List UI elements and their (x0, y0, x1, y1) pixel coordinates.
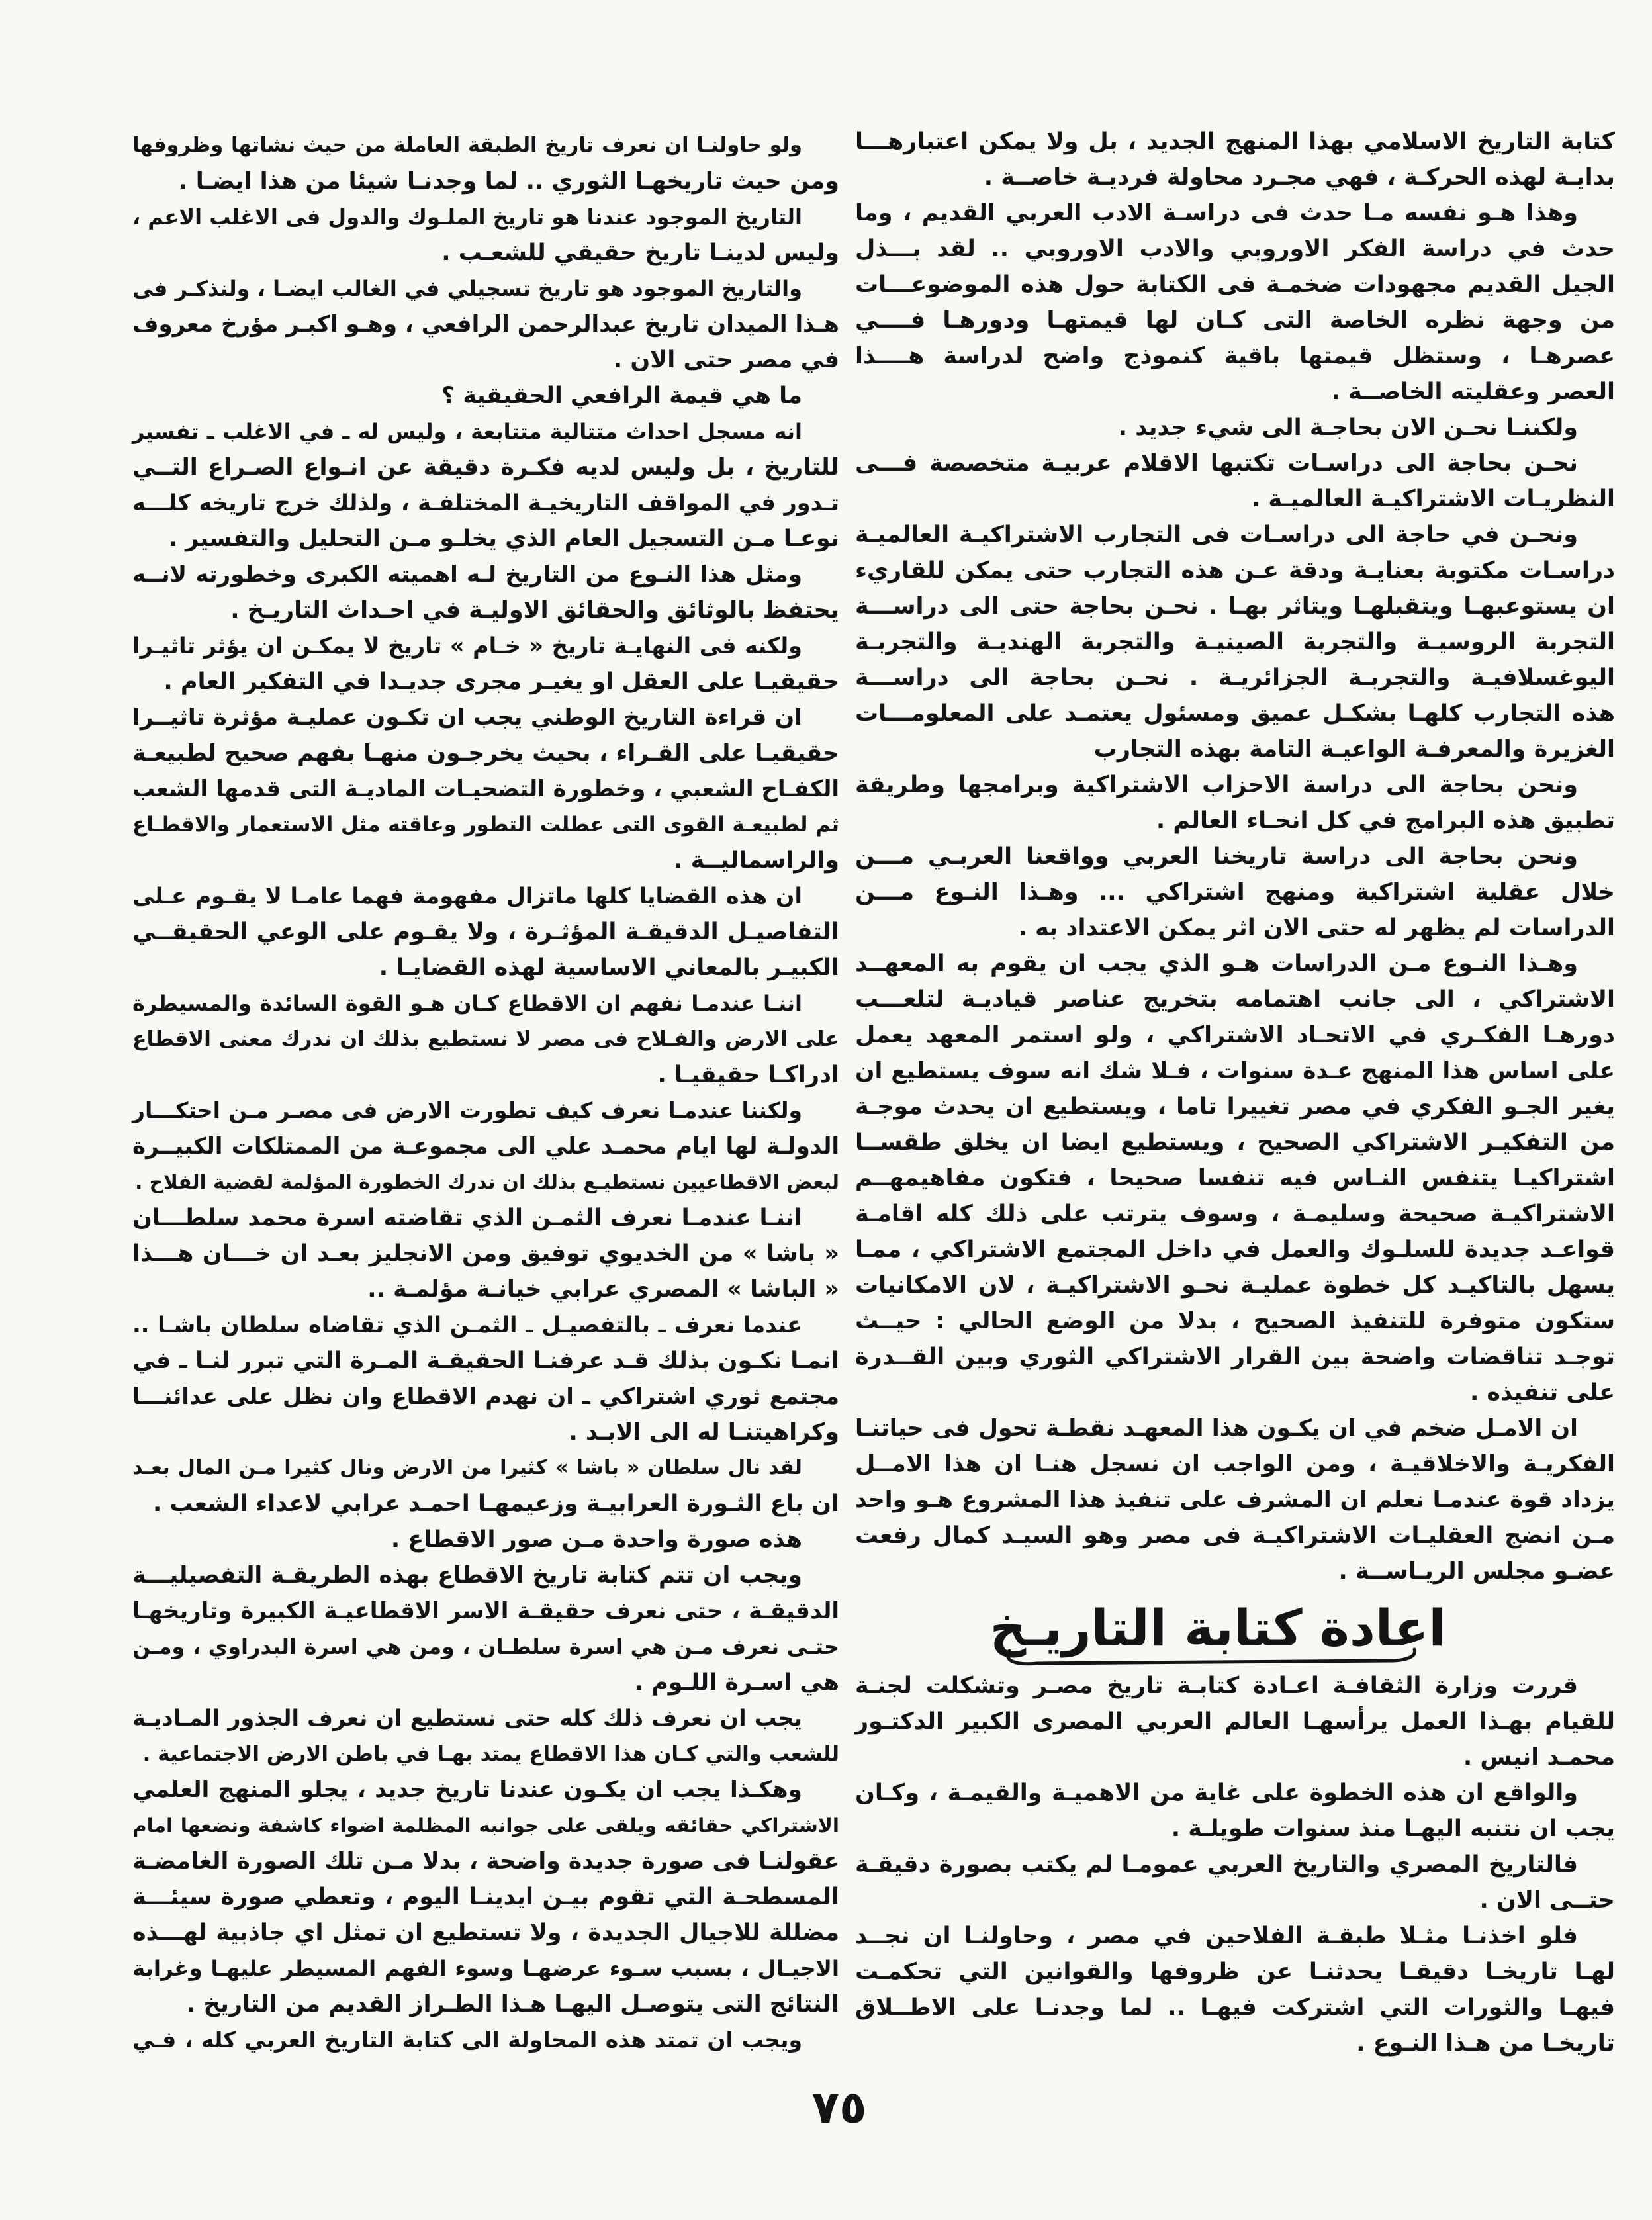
text-line: ان الامـل ضخم في ان يكـون هذا المعهـد نقطـة تحول فى حياتنـا (855, 1415, 1578, 1442)
paragraph (132, 271, 839, 378)
paragraph (855, 767, 1615, 839)
text-line: فلو اخذنـا مثـلا طبقـة الفلاحين في مصر ، وحاولنـا ان نجــد (855, 1923, 1578, 1949)
text-line: ثم لطبيعـة القوى التى عطلت التطور وعاقته مثل الاستعمار والاقطـاع (132, 813, 839, 837)
text-line: الدقيقـة ، حتى نعرف حقيقـة الاسر الاقطاعيـة الكبيرة وتاريخهـا (132, 1598, 839, 1624)
text-line: اننـا عندمـا نعرف الثمـن الذي تقاضته اسرة محمد سلطـــان (132, 1205, 802, 1231)
text-line: ويجب ان تمتد هذه المحاولة الى كتابة التاريخ العربي كله ، فـي (132, 2027, 802, 2053)
text-line: قواعـد جديدة للسلـوك والعمل في داخل المجتمع الاشتراكي ، ممـا (855, 1236, 1615, 1263)
text-line: ان يستوعبهـا ويتقبلهـا ويتاثر بهـا . نحـن بحاجة حتى الى دراســـة (855, 593, 1615, 620)
right-column-top (855, 124, 1615, 1589)
text-line: يحتفظ بالوثائق والحقائق الاوليـة في احـداث التاريـخ . (230, 597, 839, 624)
paragraph (855, 1775, 1615, 1847)
paragraph (855, 410, 1615, 445)
text-line: وكراهيتنـا له الى الابـد . (569, 1419, 839, 1446)
text-line: على اساس هذا المنهج عـدة سنوات ، فـلا شك انه سوف يستطيع ان (855, 1058, 1615, 1084)
text-line: لقد نال سلطان « باشا » كثيرا من الارض ونال كثيرا مـن المال بعـد (132, 1456, 802, 1479)
paragraph (132, 2022, 839, 2058)
text-line: ويجب ان تتم كتابة تاريخ الاقطاع بهذه الطريقـة التفصيليـــة (132, 1562, 802, 1589)
text-line: الفكريـة والاخلاقيـة ، ومن الواجب ان نسجل هنـا ان هذا الامــل (855, 1451, 1615, 1477)
text-line: عندما نعرف ـ بالتفصيـل ـ الثمـن الذي تقاضاه سلطان باشـا .. (132, 1312, 802, 1338)
paragraph (855, 1847, 1615, 1918)
text-line: الكبيـر بالمعاني الاساسية لهذه القضايـا . (379, 954, 839, 981)
text-line: التفاصيـل الدقيقـة المؤثـرة ، ولا يقـوم على الوعي الحقيقــي (132, 919, 839, 945)
text-line: التجربة الروسيـة والتجربة الصينيـة والتجربة الهنديـة والتجربـة (855, 629, 1615, 655)
paragraph (132, 700, 839, 878)
paragraph (132, 557, 839, 628)
text-line: للشعب والتي كـان هذا الاقطاع يمتد بهـا في باطن الارض الاجتماعية . (142, 1742, 839, 1766)
text-line: مـن انضج العقليـات الاشتراكيـة فى مصر وهو السيـد كمال رفعت (855, 1522, 1615, 1549)
text-line: ستكون متوفرة للتنفيذ الصحيح ، بدلا من الوضع الحالي : حيــث (855, 1308, 1615, 1334)
paragraph (132, 199, 839, 271)
text-line: ما هي قيمة الرافعي الحقيقية ؟ (441, 383, 802, 409)
text-line: التاريخ الموجود عندنا هو تاريخ الملـوك والدول فى الاغلب الاعم ، (132, 205, 802, 230)
text-line: تاريخـا من هـذا النـوع . (1356, 2030, 1615, 2057)
text-line: ومثل هذا النـوع من التاريخ لـه اهميته الكبرى وخطورته لانــه (132, 561, 802, 588)
text-line: يزداد قوة عندمـا نعلم ان المشرف على تنفيذ هذا المشروع هـو واحد (855, 1487, 1615, 1513)
text-line: حقيقيـا على العقل او يغيـر مجرى جديـدا في التفكير العام . (163, 669, 839, 695)
text-line: النتائج التى يتوصـل اليهـا هـذا الطـراز القديم من التاريخ . (187, 1991, 839, 2017)
text-line: نحـن بحاجة الى دراسـات تكتبها الاقلام عربيـة متخصصة فـــى (855, 450, 1578, 477)
paragraph (855, 1918, 1615, 2061)
text-line: اليوغسلافيـة والتجربـة الجزائريـة . نحـن بحاجة الى دراســـة (855, 665, 1615, 691)
text-line: عصرهـا ، وستظل قيمتها باقية كنموذج واضح لدراسة هــــذا (855, 343, 1615, 369)
text-line: يسهل بالتاكيـد كل خطوة عمليـة نحـو الاشتراكيـة ، لان الامكانيات (855, 1272, 1615, 1299)
left-column (132, 128, 839, 2058)
paragraph (855, 195, 1615, 410)
text-line: الاشتراكيـة صحيحة وسليمـة ، وسوف يترتب على ذلك كله اقامـة (855, 1201, 1615, 1227)
paragraph (132, 1522, 839, 1557)
paragraph (855, 839, 1615, 946)
text-line: خلال عقلية اشتراكية ومنهج اشتراكي ... وهـذا النـوع مـــن (855, 879, 1615, 905)
text-line: عضـو مجلس الريـاســة . (1338, 1558, 1615, 1585)
text-line: تـدور في المواقف التاريخيـة المختلفـة ، ولذلك خرج تاريخه كلـــه (132, 490, 839, 516)
text-line: بدايـة لهذه الحركـة ، فهي مجـرد محاولة فرديـة خاصــة . (984, 164, 1615, 191)
text-line: ان باع الثـورة العرابيـة وزعيمهـا احمـد عرابي لاعداء الشعب . (153, 1491, 839, 1517)
text-line: الاشتراكي حقائقه ويلقى على جوانبه المظلمة اضواء كاشفة ونضعها امام (132, 1814, 839, 1837)
paragraph (132, 378, 839, 414)
text-line: فيهـا والثورات التي اشتركت فيهـا .. لما وجدنـا على الاطــلاق (855, 1994, 1615, 2021)
text-line: والراسماليــة . (674, 847, 839, 874)
text-line: حتــى الان . (1479, 1887, 1615, 1914)
text-line: للقيام بهـذا العمل يرأسهـا العالم العربي المصرى الكبير الدكتـور (855, 1708, 1615, 1735)
text-line: في مصر حتى الان . (613, 347, 839, 373)
page-number: ٧٥ (811, 2082, 867, 2134)
text-line: قررت وزارة الثقافـة اعـادة كتابـة تاريخ مصـر وتشكلت لجنـة (855, 1673, 1578, 1699)
text-line: يجب ان نعرف ذلك كله حتى نستطيع ان نعرف الجذور المـاديـة (132, 1705, 802, 1731)
text-line: والتاريخ الموجود هو تاريخ تسجيلي في الغالب ايضـا ، ولنذكـر فى (132, 276, 802, 301)
paragraph (132, 1700, 839, 1772)
text-line: دراسـات مكتوبة بعنايـة ودقة عـن هذه التجارب حتى يمكن للقاريء (855, 557, 1615, 584)
paragraph (132, 878, 839, 986)
text-line: وهذا هـو نفسه مـا حدث فى دراسـة الادب العربي القديم ، وما (855, 200, 1578, 226)
text-line: هذه التجارب كلهـا بشكـل عميق ومسئول يعتمـد على المعلومـــات (855, 700, 1615, 727)
text-line: ونحـن في حاجة الى دراسـات فى التجارب الاشتراكيـة العالميـة (855, 522, 1578, 548)
text-line: العصر وعقليته الخاصــة . (1331, 379, 1615, 405)
text-line: الكفـاح الشعبي ، وخطورة التضحيـات الماديـة التى قدمها الشعب (132, 776, 839, 802)
text-line: لهـا تاريخـا دقيقـا يحدثنـا عن ظروفها والقوانين التي تحكمـت (855, 1959, 1615, 1985)
paragraph (855, 124, 1615, 195)
paragraph (132, 986, 839, 1093)
text-line: توجـد تناقضات واضحة بين القرار الاشتراكي الثوري وبين القــدرة (855, 1344, 1615, 1370)
text-line: محمـد انيس . (1463, 1744, 1615, 1771)
text-line: هـذا الميدان تاريخ عبدالرحمن الرافعي ، وهـو اكبـر مؤرخ معروف (132, 311, 839, 338)
text-line: مجتمع ثوري اشتراكي ـ ان نهدم الاقطاع وان نظل على عدائنـــا (132, 1383, 839, 1410)
text-line: هذه صورة واحدة مـن صور الاقطاع . (390, 1526, 802, 1553)
text-line: يغير الجـو الفكري في مصر تغييرا تاما ، ويستطيع ان يحدث موجـة (855, 1093, 1615, 1120)
text-line: لبعض الاقطاعيين نستطيـع بذلك ان ندرك الخطورة المؤلمة لقضية الفلاح . (135, 1171, 839, 1193)
right-column-bottom (855, 1668, 1615, 2061)
text-line: مضللة للاجيال الجديدة ، ولا تستطيع ان تمثل اي جاذبية لهـــذه (132, 1919, 839, 1946)
paragraph (855, 1411, 1615, 1589)
text-line: ولكننا عندمـا نعرف كيف تطورت الارض فى مصـر مـن احتكـــار (132, 1097, 802, 1123)
text-line: عقولنـا فى صورة جديدة واضحة ، بدلا مـن تلك الصورة الغامضـة (132, 1848, 839, 1874)
paragraph (132, 628, 839, 700)
text-line: الدولـة لها ايام محمـد علي الى مجموعـة من الممتلكات الكبيــرة (132, 1133, 839, 1160)
paragraph (132, 1557, 839, 1700)
paragraph (855, 445, 1615, 517)
text-line: على الارض والفـلاح فى مصر لا نستطيع بذلك ان ندرك معنى الاقطاع (132, 1027, 839, 1051)
article-heading: اعادة كتابة التاريـخ (989, 1598, 1446, 1657)
text-line: هي اسـرة اللـوم . (634, 1669, 839, 1696)
text-line: الدراسات لم يظهر له حتى الان اثر يمكن الاعتداد به . (1018, 915, 1615, 941)
text-line: الاشتراكي ، الى جانب اهتمامه بتخريج عناصر قياديـة لتلعـــب (855, 986, 1615, 1013)
paragraph (855, 946, 1615, 1411)
text-line: المسطحـة التي تقوم بيـن ايدينـا اليوم ، وتعطي صورة سيئـــة (132, 1884, 839, 1910)
text-line: فالتاريخ المصري والتاريخ العربي عمومـا لم يكتب بصورة دقيقـة (855, 1851, 1578, 1878)
paragraph (132, 1772, 839, 2022)
text-line: الاجيـال ، بسبب سـوء عرضهـا وسوء الفهم المسيطر عليهـا وغرابة (132, 1956, 839, 1981)
text-line: اشتراكيـا يتنفس النـاس فيه تنفسا صحيحا ، فتكون مفاهيمهــم (855, 1165, 1615, 1191)
text-line: والواقع ان هذه الخطوة على غاية من الاهميـة والقيمـة ، وكـان (855, 1780, 1578, 1806)
text-line: من وجهة نظره الخاصة التى كـان لها قيمتهـا ودورهـا فــــي (855, 307, 1615, 334)
paragraph (855, 517, 1615, 767)
text-line: وهـذا النـوع مـن الدراسات هـو الذي يجب ان يقوم به المعهــد (855, 950, 1578, 977)
paragraph (132, 1200, 839, 1307)
text-line: وهكـذا يجب ان يكـون عندنا تاريخ جديد ، يجلو المنهج العلمي (132, 1777, 802, 1803)
text-line: ان هذه القضايا كلها ماتزال مفهومة فهما عامـا لا يقـوم عـلى (132, 883, 802, 909)
text-line: « باشا » من الخديوي توفيق ومن الانجليز بعـد ان خـــان هـــذا (132, 1240, 839, 1267)
text-line: حقيقيـا على القـراء ، بحيث يخرجـون منهـا بفهم صحيح لطبيعـة (132, 740, 839, 766)
text-line: ولكنه فى النهايـة تاريخ « خـام » تاريخ لا يمكـن ان يؤثر تاثيـرا (132, 633, 802, 659)
text-line: ان قراءة التاريخ الوطني يجب ان تكـون عمليـة مؤثرة تاثيــرا (132, 704, 802, 731)
text-line: ولو حاولنـا ان نعرف تاريخ الطبقة العاملة من حيث نشاتها وظروفها (132, 134, 802, 157)
text-line: من التفكيـر الاشتراكي الصحيح ، ويستطيع ايضا ان يخلق طقســا (855, 1129, 1615, 1156)
text-line: انه مسجل احداث متتالية متتابعة ، وليس له ـ في الاغلب ـ تفسير (132, 419, 802, 444)
heading-flourish (1003, 1647, 1426, 1671)
text-line: يجب ان نتنبه اليهـا منذ سنوات طويلـة . (1171, 1816, 1615, 1842)
text-line: الجيل القديم مجهودات ضخمـة فى الكتابة حول هذه الموضوعـــات (855, 271, 1615, 298)
paragraph (132, 1093, 839, 1200)
text-line: دورهـا الفكـري في الاتحـاد الاشتراكي ، ولو استمر المعهد يعمل (855, 1022, 1615, 1048)
text-line: « الباشا » المصري عرابي خيانـة مؤلمـة .. (367, 1276, 839, 1303)
text-line: ادراكـا حقيقيـا . (657, 1062, 839, 1088)
paragraph (855, 1668, 1615, 1775)
text-line: كتابة التاريخ الاسلامي بهذا المنهج الجديد ، بل ولا يمكن اعتبارهـــا (855, 128, 1615, 155)
text-line: ونحن بحاجة الى دراسة الاحزاب الاشتراكية وبرامجها وطريقة (855, 772, 1578, 798)
text-line: ومن حيث تاريخهـا الثوري .. لما وجدنـا شيئا من هذا ايضـا . (179, 168, 839, 195)
paragraph (132, 1450, 839, 1522)
text-line: النظريـات الاشتراكيـة العالميـة . (1251, 486, 1615, 512)
text-line: ولكننـا نحـن الان بحاجـة الى شيء جديد . (1118, 414, 1578, 441)
text-line: تطبيق هذه البرامج في كل انحـاء العالم . (1156, 808, 1615, 834)
text-line: اننـا عندمـا نفهم ان الاقطاع كـان هـو القوة السائدة والمسيطرة (132, 991, 802, 1016)
paragraph (132, 1307, 839, 1450)
text-line: للتاريخ ، بل وليس لديه فكـرة دقيقة عن انـواع الصـراع التــي (132, 454, 839, 481)
text-line: نوعـا مـن التسجيل العام الذي يخلـو مـن التحليل والتفسير . (168, 526, 839, 552)
text-line: ونحن بحاجة الى دراسة تاريخنا العربي وواقعنا العربـي مـــن (855, 843, 1578, 870)
text-line: انمـا نكـون بذلك قـد عرفنـا الحقيقـة المـرة التي تبرر لنـا ـ في (132, 1348, 839, 1374)
text-line: حدث في دراسة الفكر الاوروبي والادب الاوروبي .. لقد بـــذل (855, 236, 1615, 262)
text-line: الغزيرة والمعرفـة الواعيـة التامة بهذه التجارب (1093, 736, 1615, 763)
paragraph (132, 128, 839, 199)
text-line: حتـى نعرف مـن هي اسرة سلطـان ، ومن هي اسرة البدراوي ، ومـن (132, 1634, 839, 1659)
text-line: وليس لدينـا تاريخ حقيقي للشعـب . (441, 240, 839, 266)
text-line: على تنفيذه . (1469, 1379, 1615, 1406)
paragraph (132, 414, 839, 557)
